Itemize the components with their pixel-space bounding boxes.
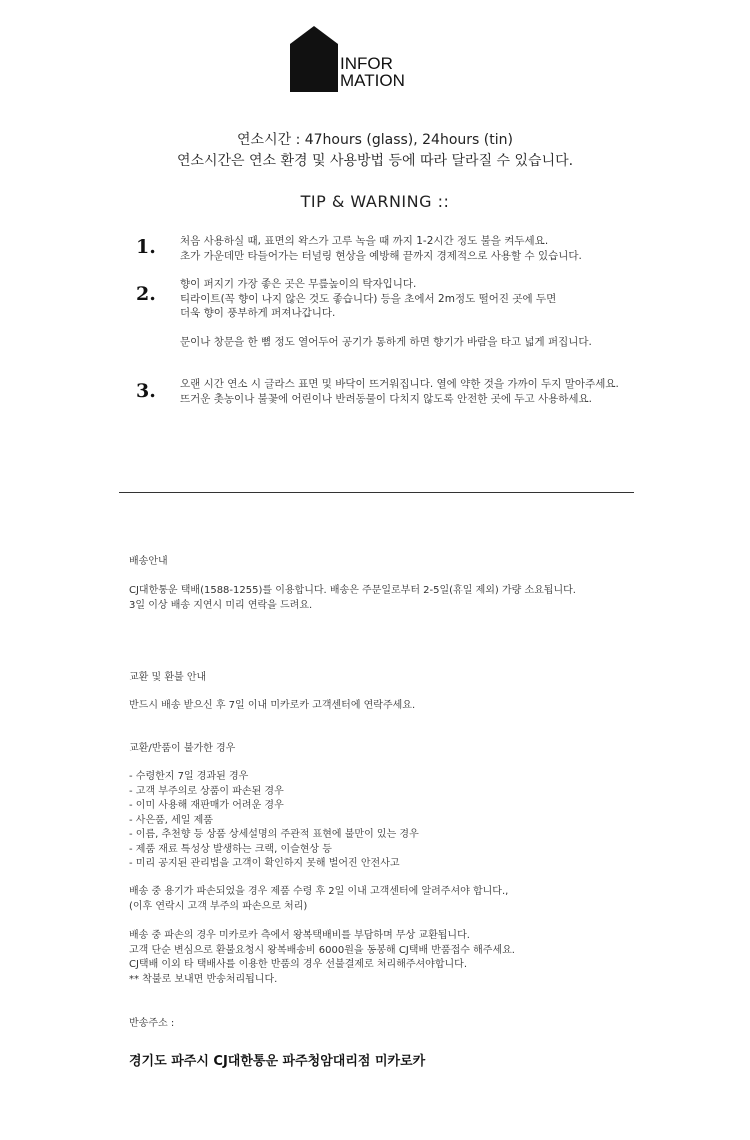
logo-text [340,55,440,89]
house-icon [290,26,338,92]
tip-item-2 [180,277,650,350]
list-item: - 제품 재료 특성상 발생하는 크랙, 이슬현상 등 [129,843,332,855]
shipping-title: 배송안내 [129,556,168,567]
policy-line: 고객 단순 변심으로 환불요청시 왕복배송비 6000원을 동봉해 CJ택배 반품접수 해주세요. [129,944,515,956]
tip-line: 티라이트(꼭 향이 나지 않은 것도 좋습니다) 등을 초에서 2m정도 떨어진 곳에 두면 [180,292,557,305]
not-allowed-list [129,770,689,872]
tip-number-2: 2. [136,283,156,305]
tip-number-3: 3. [136,380,156,402]
list-item: - 사은품, 세일 제품 [129,814,213,826]
tip-line: 처음 사용하실 때, 표면의 왁스가 고루 녹을 때 까지 1-2시간 정도 불을 켜두세요. [180,235,549,247]
tip-line: 뜨거운 촛농이나 불꽃에 어린이나 반려동물이 다치지 않도록 안전한 곳에 두고 사용하세요. [180,392,593,405]
tip-item-1 [180,234,650,263]
list-item: - 미리 공지된 관리법을 고객이 확인하지 못해 벌어진 안전사고 [129,858,400,869]
tip-line: 더욱 향이 풍부하게 퍼져나갑니다. [180,307,336,319]
damage-line: (이후 연락시 고객 부주의 파손으로 처리) [129,900,308,912]
exchange-line: 반드시 배송 받으신 후 7일 이내 미카로카 고객센터에 연락주세요. [129,700,416,711]
policy-info [129,929,689,987]
return-label: 반송주소 : [129,1018,175,1029]
tip-title: TIP & WARNING :: [300,192,450,211]
tip-line: 오랜 시간 연소 시 글라스 표면 및 바닥이 뜨거워집니다. 열에 약한 것을 가까이 두지 말아주세요. [180,378,619,390]
burn-time: 연소시간 : 47hours (glass), 24hours (tin) [237,132,513,148]
logo-line-1: INFOR [340,54,393,73]
tip-line: 문이나 창문을 한 뼘 정도 열어두어 공기가 통하게 하면 향기가 바람을 타고 넓게 퍼집니다. [180,336,592,348]
divider [119,492,634,493]
tip-line: 초가 가운데만 타들어가는 터널링 현상을 예방해 끝까지 경제적으로 사용할 수 있습니다. [180,249,582,262]
exchange-title: 교환 및 환불 안내 [129,672,207,683]
not-allowed-title: 교환/반품이 불가한 경우 [129,743,236,754]
policy-line: 배송 중 파손의 경우 미카로카 측에서 왕복택배비를 부담하며 무상 교환됩니다. [129,930,470,941]
list-item: - 이미 사용해 재판매가 어려운 경우 [129,800,284,811]
damage-line: 배송 중 용기가 파손되었을 경우 제품 수령 후 2일 이내 고객센터에 알려주셔야 합니다., [129,886,509,897]
policy-line: ** 착불로 보내면 반송처리됩니다. [129,973,278,985]
shipping-line: 3일 이상 배송 지연시 미리 연락을 드려요. [129,599,313,611]
list-item: - 수령한지 7일 경과된 경우 [129,771,249,782]
tip-line: 향이 퍼지기 가장 좋은 곳은 무릎높이의 탁자입니다. [180,278,417,290]
tip-number-1: 1. [136,236,156,258]
shipping-info [129,584,689,613]
policy-line: CJ택배 이외 타 택배사를 이용한 반품의 경우 선불결제로 처리해주셔야합니다. [129,959,467,970]
logo-line-2: MATION [340,71,405,90]
damage-info [129,885,689,914]
tip-item-3 [180,377,650,406]
list-item: - 이름, 추천향 등 상품 상세설명의 주관적 표현에 불만이 있는 경우 [129,829,419,840]
list-item: - 고객 부주의로 상품이 파손된 경우 [129,785,284,797]
shipping-line: CJ대한통운 택배(1588-1255)를 이용합니다. 배송은 주문일로부터 2-5일(휴일 제외) 가량 소요됩니다. [129,585,576,596]
return-address: 경기도 파주시 CJ대한통운 파주청암대리점 미카로카 [129,1054,426,1069]
burn-note: 연소시간은 연소 환경 및 사용방법 등에 따라 달라질 수 있습니다. [176,153,574,169]
